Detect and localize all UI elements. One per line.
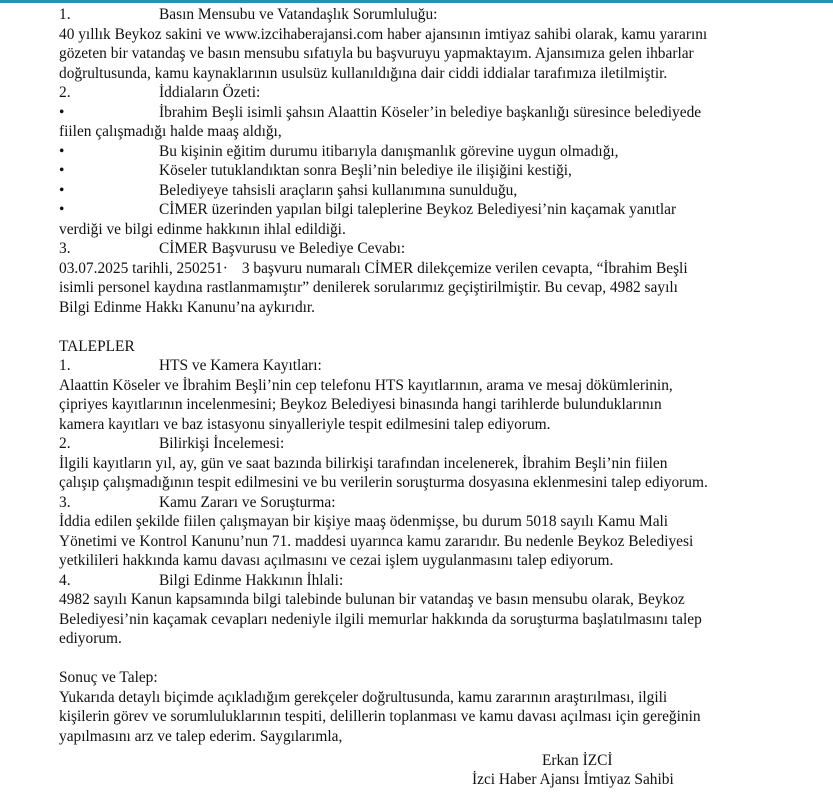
bullet-text: CİMER üzerinden yapılan bilgi taleplerine Beykoz Belediyesi’nin kaçamak yanıtlar [159,201,677,218]
paragraph-line: Yönetimi ve Kontrol Kanunu’nun 71. maddesi uyarınca kamu zararıdır. Bu nedenle Beykoz Belediyesi [59,532,694,550]
paragraph-line: 40 yıllık Beykoz sakini ve www.izcihaberajansi.com haber ajansının imtiyaz sahibi olarak, kamu yararını [59,25,708,43]
section-heading [59,239,829,259]
cimer-date-ref: 03.07.2025 tarihli, 250251· [59,259,228,277]
bullet-item [59,142,829,162]
bullet-icon: • [59,162,65,179]
paragraph-line: Belediyesi’nin kaçamak cevapları nedeniyle ilgili memurlar hakkında da soruşturma başlatılmasını talep [59,610,702,628]
section-number: 1. [59,6,71,23]
petition-document [59,5,829,746]
paragraph-line: ediyorum. [59,630,122,647]
section-heading [59,493,829,513]
paragraph-line: yapılmasını arz ve talep ederim. Saygılarımla, [59,727,343,745]
section-number: 3. [59,240,71,257]
section-title: Bilgi Edinme Hakkının İhlali: [159,571,344,589]
cimer-application-ref: 3 başvuru numaralı CİMER dilekçemize verilen cevapta, “İbrahim Beşli [241,259,688,277]
bullet-continuation: fiilen çalışmadığı halde maaş aldığı, [59,123,282,140]
paragraph-line: çipriyes kayıtlarının incelenmesini; Beykoz Belediyesi binasında hangi tarihlerde bulunduklarının [59,396,662,413]
top-accent-bar [0,0,833,3]
section-number: 2. [59,84,71,101]
bullet-text: Bu kişinin eğitim durumu itibarıyla danışmanlık görevine uygun olmadığı, [159,142,619,160]
section-title: HTS ve Kamera Kayıtları: [159,357,322,374]
signature-title: İzci Haber Ajansı İmtiyaz Sahibi [472,771,674,788]
paragraph-line: Alaattin Köseler ve İbrahim Beşli’nin cep telefonu HTS kayıtlarının, arama ve mesaj dökümlerinin, [59,376,673,394]
section-heading [59,356,829,376]
bullet-item [59,181,829,201]
paragraph-line: Yukarıda detaylı biçimde açıkladığım gerekçeler doğrultusunda, kamu zararının araştırılması, ilgili [59,688,668,706]
section-heading [59,434,829,454]
bullet-item [59,200,829,220]
section-title: Basın Mensubu ve Vatandaşlık Sorumluluğu: [159,6,438,23]
paragraph-line: Bilgi Edinme Hakkı Kanunu’na aykırıdır. [59,298,316,316]
bullet-item [59,103,829,123]
paragraph-line: gözeten bir vatandaş ve basın mensubu sıfatıyla bu başvuruyu yapmaktayım. Ajansımıza gelen ihbarlar [59,45,694,62]
bullet-text: Köseler tutuklandıktan sonra Beşli’nin belediye ile ilişiğini kestiği, [159,162,572,179]
bullet-text: Belediyeye tahsisli araçların şahsi kullanımına sunulduğu, [159,181,518,199]
paragraph-line: kişilerin görev ve sorumluluklarının tespiti, delillerin toplanması ve kamu davası açılması için gereğinin [59,708,701,725]
paragraph-line: 4982 sayılı Kanun kapsamında bilgi talebinde bulunan bir vatandaş ve basın mensubu olarak, Beykoz [59,591,685,608]
paragraph-line [59,259,829,279]
bullet-icon: • [59,181,65,199]
section-heading [59,83,829,103]
paragraph-line: kamera kayıtları ve baz istasyonu sinyalleriyle tespit edilmesini talep ediyorum. [59,415,551,433]
bullet-icon: • [59,103,65,121]
paragraph-line: İlgili kayıtların yıl, ay, gün ve saat bazında bilirkişi tarafından incelenerek, İbrahim Beşli’nin fiilen [59,454,668,472]
section-heading [59,5,829,25]
paragraph-line: isimli personel kaydına rastlanmamıştır” denilerek sorularımız geçiştirilmiştir. Bu cevap, 4982 sayılı [59,279,678,296]
signature-name: Erkan İZCİ [542,752,613,769]
bullet-continuation: verdiği ve bilgi edinme hakkının ihlal edildiği. [59,220,346,238]
bullet-icon: • [59,201,65,218]
paragraph-line: yetkilileri hakkında kamu davası açılmasını ve cezai işlem uygulanmasını talep ediyorum. [59,552,614,569]
paragraph-line: İddia edilen şekilde fiilen çalışmayan bir kişiye maaş ödenmişse, bu durum 5018 sayılı Kamu Mali [59,513,669,530]
paragraph-line: çalışıp çalışmadığının tespit edilmesini ve bu verilerin soruşturma dosyasına eklenmesini talep ediyorum. [59,474,708,491]
section-number: 3. [59,493,71,511]
section-title: CİMER Başvurusu ve Belediye Cevabı: [159,240,406,257]
paragraph-line: doğrultusunda, kamu kaynaklarının usulsüz kullanıldığına dair ciddi iddialar tarafımıza iletilmiştir. [59,64,668,82]
section-title: İddiaların Özeti: [159,84,261,101]
bullet-icon: • [59,142,65,160]
bullet-text: İbrahim Beşli isimli şahsın Alaattin Köseler’in belediye başkanlığı süresince belediyede [159,103,702,121]
conclusion-title: Sonuç ve Talep: [59,669,158,686]
section-number: 4. [59,571,71,589]
section-title: Bilirkişi İncelemesi: [159,435,285,452]
section-heading [59,571,829,591]
section-number: 1. [59,357,71,374]
bullet-item [59,161,829,181]
section-title: Kamu Zararı ve Soruşturma: [159,493,336,511]
section-number: 2. [59,435,71,452]
requests-title: TALEPLER [59,337,135,355]
